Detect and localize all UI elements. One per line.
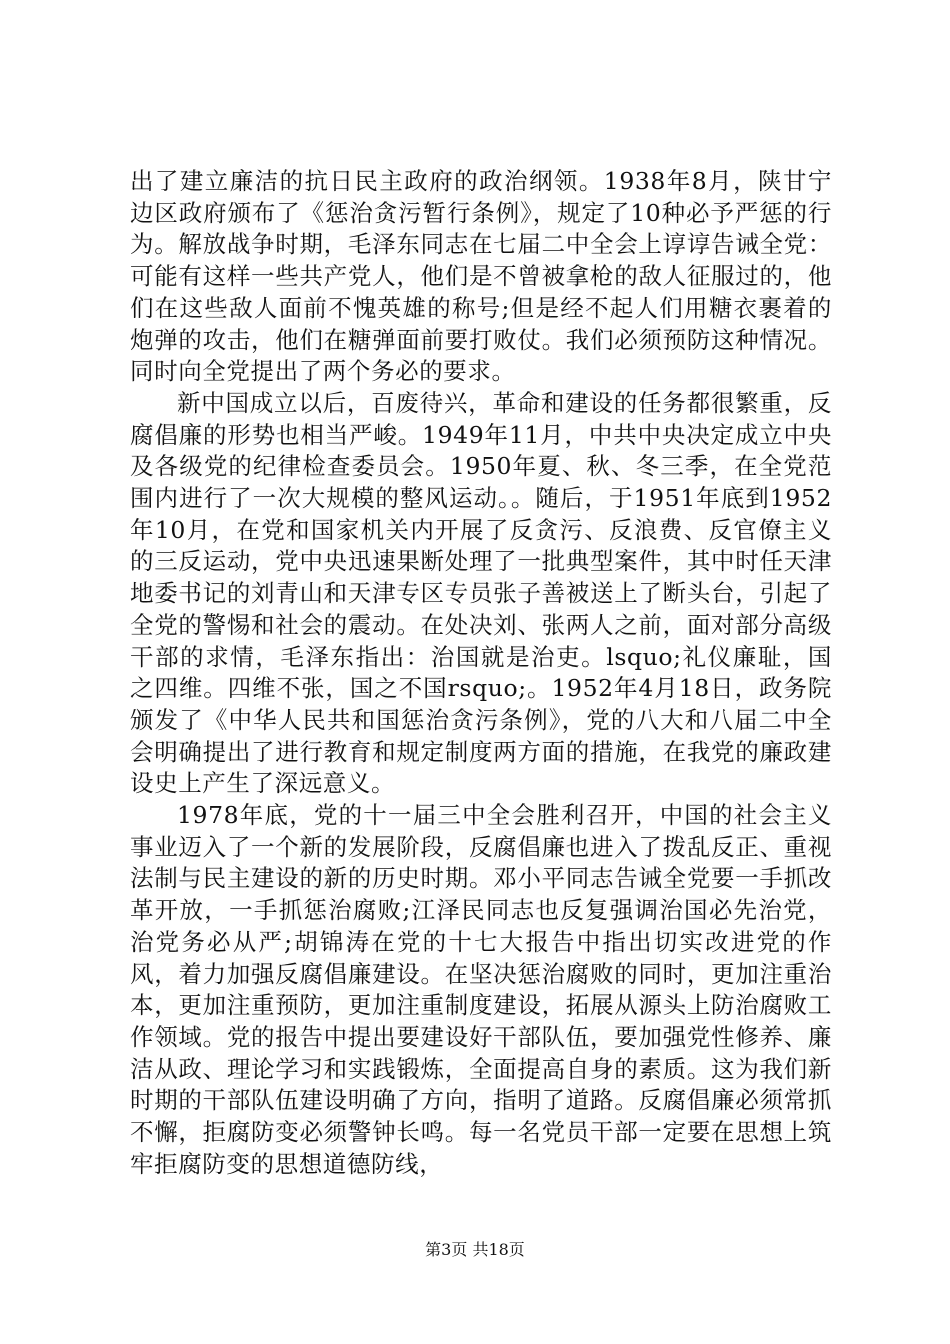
paragraph-3: 1978年底，党的十一届三中全会胜利召开，中国的社会主义事业迈入了一个新的发展阶段，反腐倡廉也进入了拨乱反正、重视法制与民主建设的新的历史时期。邓小平同志告诫全党要一手抓改革开放，一手抓惩治腐败;江泽民同志也反复强调治国必先治党，治党务必从严;胡锦涛在党的十七大报告中指出切实改进党的作风，着力加强反腐倡廉建设。在坚决惩治腐败的同时，更加注重治本，更加注重预防，更加注重制度建设，拓展从源头上防治腐败工作领域。党的报告中提出要建设好干部队伍，要加强党性修养、廉洁从政、理论学习和实践锻炼，全面提高自身的素质。这为我们新时期的干部队伍建设明确了方向，指明了道路。反腐倡廉必须常抓不懈，拒腐防变必须警钟长鸣。每一名党员干部一定要在思想上筑牢拒腐防变的思想道德防线，: [130, 801, 832, 1178]
paragraph-1: 出了建立廉洁的抗日民主政府的政治纲领。1938年8月，陕甘宁边区政府颁布了《惩治贪污暂行条例》，规定了10种必予严惩的行为。解放战争时期，毛泽东同志在七届二中全会上谆谆告诫全党：可能有这样一些共产党人，他们是不曾被拿枪的敌人征服过的，他们在这些敌人面前不愧英雄的称号;但是经不起人们用糖衣裹着的炮弹的攻击，他们在糖弹面前要打败仗。我们必须预防这种情况。同时向全党提出了两个务必的要求。: [130, 167, 832, 386]
document-body: [130, 166, 832, 1181]
page-number-footer: 第3页 共18页: [425, 1240, 525, 1259]
paragraph-2: 新中国成立以后，百废待兴，革命和建设的任务都很繁重，反腐倡廉的形势也相当严峻。1949年11月，中共中央决定成立中央及各级党的纪律检查委员会。1950年夏、秋、冬三季，在全党范围内进行了一次大规模的整风运动。。随后，于1951年底到1952年10月，在党和国家机关内开展了反贪污、反浪费、反官僚主义的三反运动，党中央迅速果断处理了一批典型案件，其中时任天津地委书记的刘青山和天津专区专员张子善被送上了断头台，引起了全党的警惕和社会的震动。在处决刘、张两人之前，面对部分高级干部的求情，毛泽东指出：治国就是治吏。lsquo;礼仪廉耻，国之四维。四维不张，国之不国rsquo;。1952年4月18日，政务院颁发了《中华人民共和国惩治贪污条例》，党的八大和八届二中全会明确提出了进行教育和规定制度两方面的措施，在我党的廉政建设史上产生了深远意义。: [130, 388, 832, 798]
